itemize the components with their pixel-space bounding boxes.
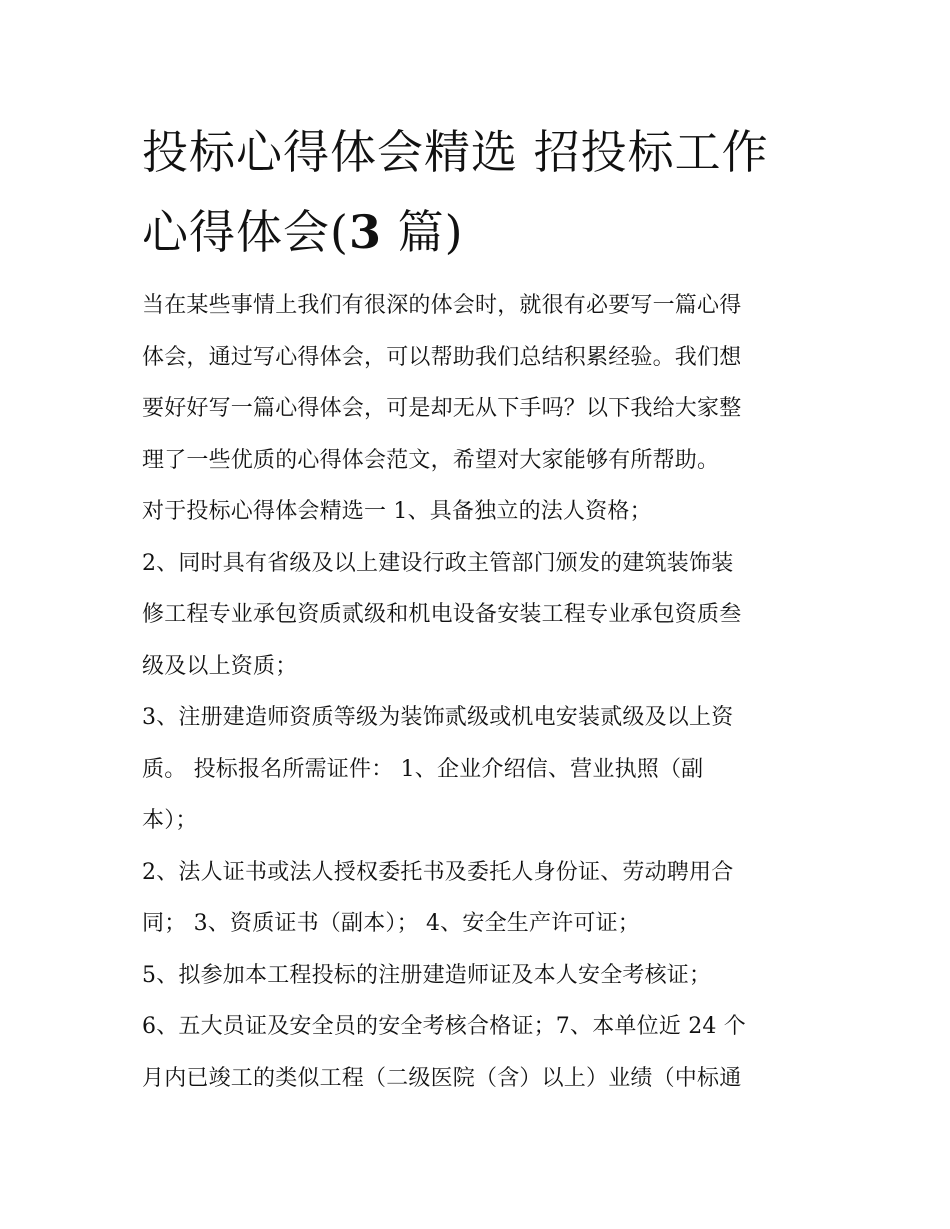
body-line-3: 要好好写一篇心得体会，可是却无从下手吗？以下我给大家整 <box>142 396 742 421</box>
body-line-7: 修工程专业承包资质贰级和机电设备安装工程专业承包资质叁 <box>142 602 742 627</box>
document-page <box>142 112 822 1104</box>
document-title <box>142 112 822 272</box>
title-line-1: 投标心得体会精选 招投标工作 <box>142 125 769 179</box>
document-body <box>142 280 822 1104</box>
body-line-16: 月内已竣工的类似工程（二级医院（含）以上）业绩（中标通 <box>142 1065 742 1091</box>
body-line-2: 体会，通过写心得体会，可以帮助我们总结积累经验。我们想 <box>142 344 742 370</box>
body-line-15: 6、五大员证及安全员的安全考核合格证；7、本单位近 24 个 <box>142 1014 746 1039</box>
title-count: 3 <box>348 205 382 259</box>
body-line-11: 本）； <box>142 808 198 833</box>
body-line-1: 当在某些事情上我们有很深的体会时，就很有必要写一篇心得 <box>142 293 742 318</box>
body-line-12: 2、法人证书或法人授权委托书及委托人身份证、劳动聘用合 <box>142 859 734 885</box>
body-line-8: 级及以上资质； <box>142 653 298 679</box>
body-line-14: 5、拟参加本工程投标的注册建造师证及本人安全考核证； <box>142 962 712 988</box>
title-line-2-prefix: 心得体会( <box>142 205 349 259</box>
body-line-5: 对于投标心得体会精选一 1、具备独立的法人资格； <box>142 499 652 524</box>
body-line-13: 同； 3、资质证书（副本）； 4、安全生产许可证； <box>142 911 640 936</box>
body-line-4: 理了一些优质的心得体会范文，希望对大家能够有所帮助。 <box>142 447 720 473</box>
title-line-2-suffix: 篇) <box>381 205 464 259</box>
body-line-6: 2、同时具有省级及以上建设行政主管部门颁发的建筑装饰装 <box>142 550 734 576</box>
title-line-2 <box>142 192 822 272</box>
body-line-9: 3、注册建造师资质等级为装饰贰级或机电安装贰级及以上资 <box>142 705 734 730</box>
body-line-10: 质。 投标报名所需证件： 1、企业介绍信、营业执照（副 <box>142 756 704 782</box>
